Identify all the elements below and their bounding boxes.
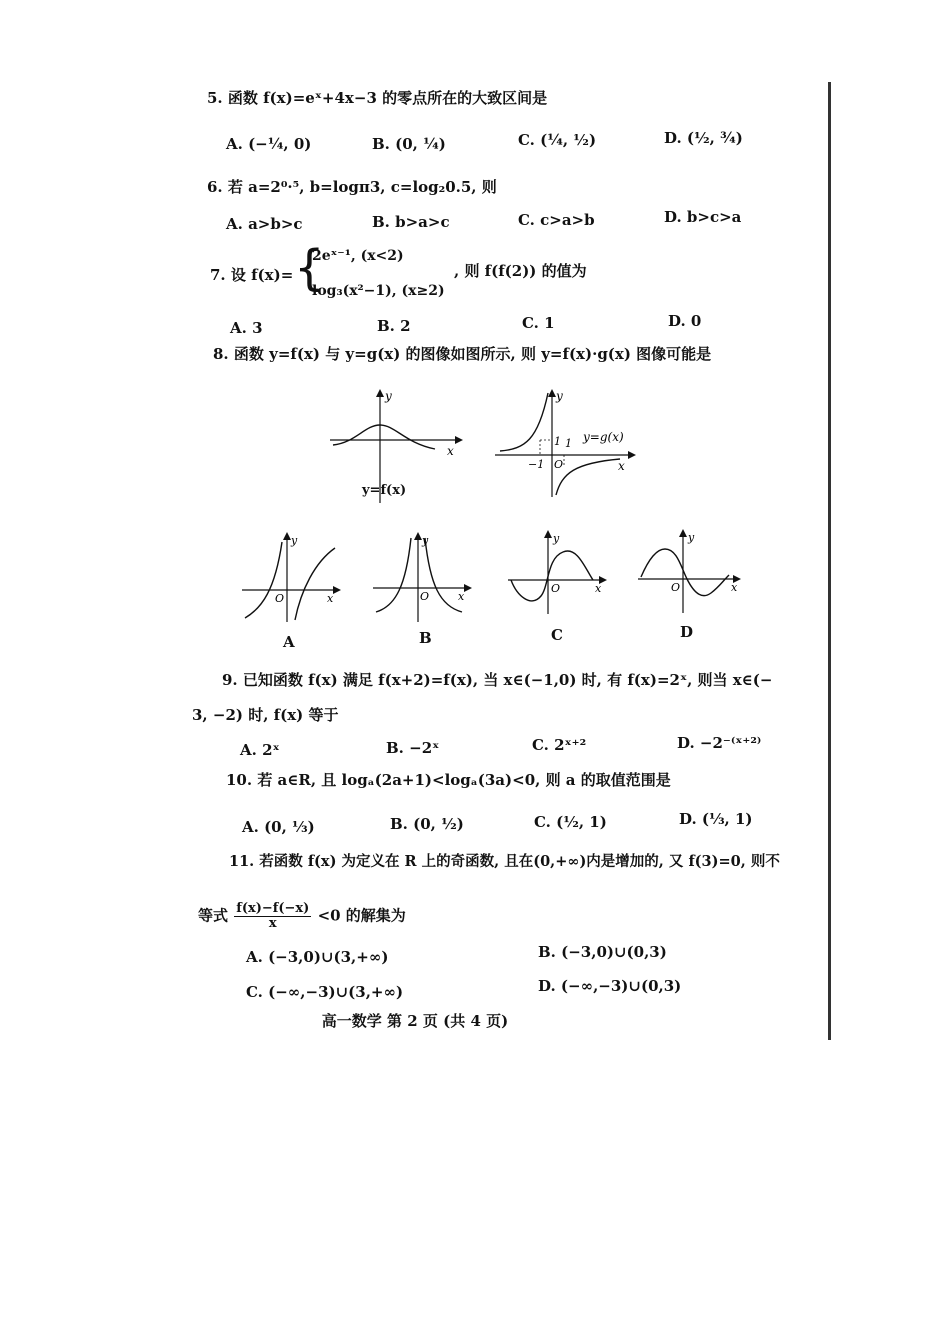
- q5-option-a: A. (−¼, 0): [226, 135, 312, 153]
- q7-case-2: log₃(x²−1), (x≥2): [312, 283, 445, 299]
- q11-option-a: A. (−3,0)∪(3,+∞): [246, 948, 389, 966]
- q5-option-c: C. (¼, ½): [518, 131, 597, 149]
- q9-option-c: C. 2ˣ⁺²: [532, 736, 587, 754]
- q6-option-a: A. a>b>c: [226, 215, 303, 233]
- q8-label-c: C: [551, 626, 563, 644]
- graph-g: [490, 385, 640, 500]
- q11-stem-suffix: <0 的解集为: [317, 906, 406, 925]
- graph-g-label: y=g(x): [583, 430, 624, 444]
- graph-g-tick-1a: 1: [554, 435, 561, 448]
- q8-graph-a-y: y: [291, 534, 298, 547]
- q11-fraction: [234, 902, 311, 931]
- q8-stem: 8. 函数 y=f(x) 与 y=g(x) 的图像如图所示, 则 y=f(x)·g(x) 图像可能是: [213, 345, 712, 363]
- q9-option-d: D. −2⁻⁽ˣ⁺²⁾: [677, 734, 762, 752]
- q9-stem-line1: 9. 已知函数 f(x) 满足 f(x+2)=f(x), 当 x∈(−1,0) 时, 有 f(x)=2ˣ, 则当 x∈(−: [222, 671, 773, 689]
- q7-brace: {: [294, 240, 325, 296]
- q8-graph-d: [633, 527, 748, 617]
- q7-suffix: , 则 f(f(2)) 的值为: [454, 262, 587, 280]
- q8-graph-c-x: x: [595, 582, 602, 595]
- q8-graph-b-x: x: [458, 590, 465, 603]
- q7-case-1: 2eˣ⁻¹, (x<2): [312, 248, 404, 264]
- graph-f-x-label: x: [447, 444, 454, 458]
- graph-g-tick-neg1: −1: [528, 458, 545, 471]
- graph-f-y-label: y: [385, 389, 392, 403]
- q5-option-b: B. (0, ¼): [372, 135, 446, 153]
- graph-f-caption: y=f(x): [362, 483, 407, 498]
- q11-stem-line2: [198, 902, 406, 931]
- graph-g-tick-1b: 1: [565, 437, 572, 450]
- q8-graph-d-x: x: [731, 581, 738, 594]
- q10-stem: 10. 若 a∈R, 且 logₐ(2a+1)<logₐ(3a)<0, 则 a 的取值范围是: [226, 771, 671, 789]
- q8-graph-a: [237, 530, 347, 625]
- q8-graph-c-y: y: [553, 532, 560, 545]
- q5-stem: 5. 函数 f(x)=eˣ+4x−3 的零点所在的大致区间是: [207, 89, 548, 107]
- q6-option-c: C. c>a>b: [518, 211, 595, 229]
- q8-graph-a-x: x: [327, 592, 334, 605]
- q11-option-d: D. (−∞,−3)∪(0,3): [538, 977, 682, 995]
- q7-option-d: D. 0: [668, 312, 702, 330]
- q6-option-d: D. b>c>a: [664, 208, 742, 226]
- graph-g-origin: O: [554, 458, 564, 471]
- graph-g-x-label: x: [618, 459, 625, 473]
- q8-graph-c-origin: O: [551, 582, 561, 595]
- q8-label-b: B: [419, 629, 432, 647]
- q8-graph-b-origin: O: [420, 590, 430, 603]
- q8-graph-b-y: y: [422, 534, 429, 547]
- q11-fraction-numerator: f(x)−f(−x): [236, 901, 310, 916]
- q6-option-b: B. b>a>c: [372, 213, 450, 231]
- q9-option-b: B. −2ˣ: [386, 739, 440, 757]
- page-footer: 高一数学 第 2 页 (共 4 页): [321, 1012, 509, 1030]
- q8-graph-a-origin: O: [275, 592, 285, 605]
- q7-option-b: B. 2: [377, 317, 411, 335]
- q8-graph-d-y: y: [688, 531, 695, 544]
- q6-stem: 6. 若 a=2⁰·⁵, b=logπ3, c=log₂0.5, 则: [207, 178, 497, 196]
- q11-option-c: C. (−∞,−3)∪(3,+∞): [246, 983, 404, 1001]
- q11-fraction-denominator: x: [268, 916, 277, 931]
- q9-stem-line2: 3, −2) 时, f(x) 等于: [192, 706, 339, 724]
- q8-label-d: D: [680, 623, 694, 641]
- q8-label-a: A: [283, 633, 295, 651]
- q5-option-d: D. (½, ¾): [664, 129, 743, 147]
- q8-graph-d-origin: O: [671, 581, 681, 594]
- q7-option-c: C. 1: [522, 314, 555, 332]
- q10-option-d: D. (⅓, 1): [679, 810, 753, 828]
- graph-g-y-label: y: [556, 389, 563, 403]
- q7-option-a: A. 3: [230, 319, 263, 337]
- q9-option-a: A. 2ˣ: [240, 741, 280, 759]
- q10-option-c: C. (½, 1): [534, 813, 607, 831]
- page-margin-rule: [828, 82, 831, 1040]
- q7-prefix: 7. 设 f(x)=: [210, 266, 294, 284]
- q8-graph-b: [368, 530, 478, 625]
- q10-option-b: B. (0, ½): [390, 815, 464, 833]
- q11-option-b: B. (−3,0)∪(0,3): [538, 943, 667, 961]
- q10-option-a: A. (0, ⅓): [242, 818, 315, 836]
- q8-graph-c: [503, 528, 613, 618]
- q11-stem-line1: 11. 若函数 f(x) 为定义在 R 上的奇函数, 且在(0,+∞)内是增加的, 又 f(3)=0, 则不: [229, 853, 780, 870]
- q11-stem-prefix: 等式: [198, 906, 229, 925]
